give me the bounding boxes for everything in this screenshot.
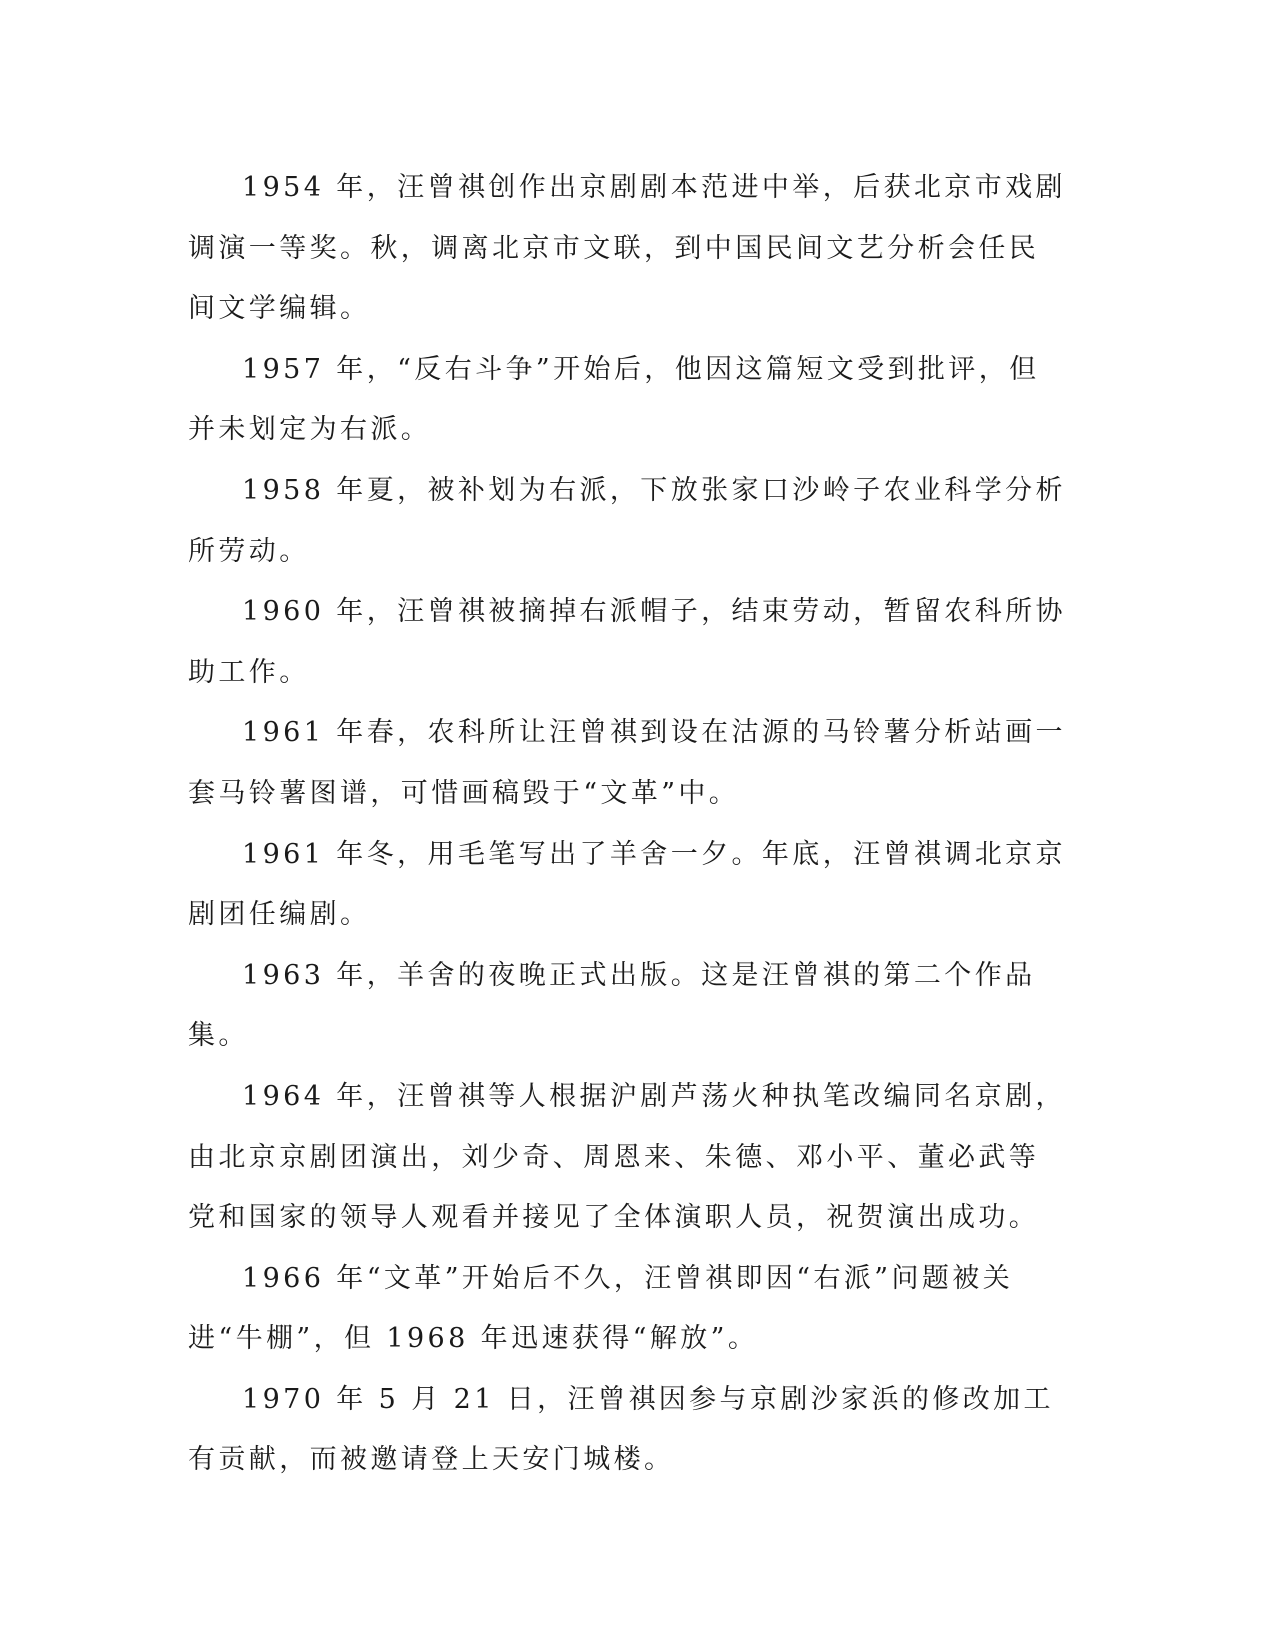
paragraph-1961-spring: 1961 年春，农科所让汪曾祺到设在沽源的马铃薯分析站画一套马铃薯图谱，可惜画稿毁于“文革”中。 [188,717,1066,809]
paragraph-1961-winter: 1961 年冬，用毛笔写出了羊舍一夕。年底，汪曾祺调北京京剧团任编剧。 [188,838,1066,931]
paragraph-1970: 1970 年 5 月 21 日，汪曾祺因参与京剧沙家浜的修改加工有贡献，而被邀请登上天安门城楼。 [188,1383,1054,1476]
paragraph-1963: 1963 年，羊舍的夜晚正式出版。这是汪曾祺的第二个作品集。 [188,959,1036,1052]
paragraph-1960: 1960 年，汪曾祺被摘掉右派帽子，结束劳动，暂留农科所协助工作。 [188,596,1066,688]
paragraph-1957: 1957 年，“反右斗争”开始后，他因这篇短文受到批评，但并未划定为右派。 [188,353,1040,446]
paragraph-1958: 1958 年夏，被补划为右派，下放张家口沙岭子农业科学分析所劳动。 [188,474,1066,567]
document-body [188,158,1068,1491]
paragraph-1966: 1966 年“文革”开始后不久，汪曾祺即因“右派”问题被关进“牛棚”，但 1968 年迅速获得“解放”。 [188,1262,1014,1355]
paragraph-1954: 1954 年，汪曾祺创作出京剧剧本范进中举，后获北京市戏剧调演一等奖。秋，调离北京市文联，到中国民间文艺分析会任民间文学编辑。 [188,172,1066,325]
paragraph-1964: 1964 年，汪曾祺等人根据沪剧芦荡火种执笔改编同名京剧，由北京京剧团演出，刘少奇、周恩来、朱德、邓小平、董必武等党和国家的领导人观看并接见了全体演职人员，祝贺演出成功。 [188,1080,1066,1234]
